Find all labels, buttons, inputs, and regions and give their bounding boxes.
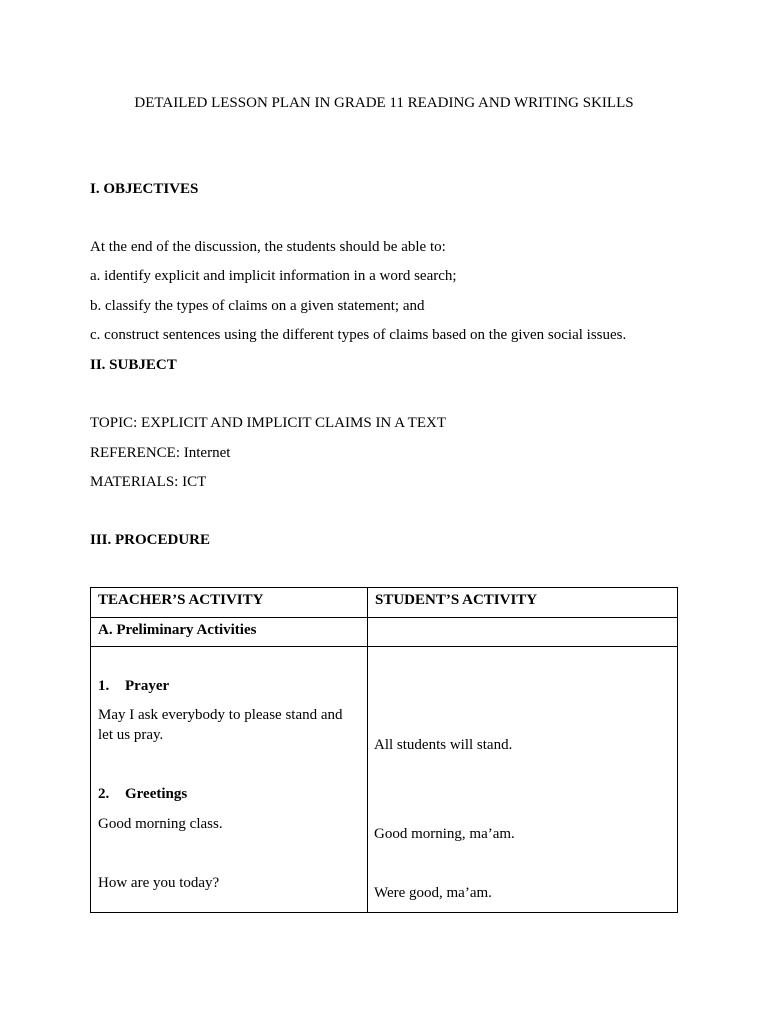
- procedure-heading: III. PROCEDURE: [90, 532, 211, 548]
- document-title: DETAILED LESSON PLAN IN GRADE 11 READING AND WRITING SKILLS: [134, 95, 634, 111]
- subject-reference: REFERENCE: Internet: [90, 445, 231, 461]
- greet-teacher-1: Good morning class.: [98, 816, 223, 832]
- table-row: [91, 618, 678, 647]
- prayer-student-text: All students will stand.: [374, 737, 513, 753]
- objectives-intro: At the end of the discussion, the students should be able to:: [90, 239, 446, 255]
- procedure-table: [90, 587, 678, 913]
- subject-heading: II. SUBJECT: [90, 357, 177, 373]
- subject-materials: MATERIALS: ICT: [90, 474, 207, 490]
- prayer-label: Prayer: [125, 678, 170, 694]
- subject-topic: TOPIC: EXPLICIT AND IMPLICIT CLAIMS IN A TEXT: [90, 415, 446, 431]
- greetings-number: 2.: [98, 786, 110, 802]
- greetings-heading: [98, 784, 187, 804]
- section-a-cell: [91, 618, 368, 647]
- student-activity-cell: [368, 647, 678, 913]
- greet-student-2: Were good, ma’am.: [374, 885, 492, 901]
- objective-item-b: b. classify the types of claims on a given statement; and: [90, 298, 425, 314]
- prayer-number: 1.: [98, 678, 110, 694]
- greetings-label: Greetings: [125, 786, 188, 802]
- teacher-activity-cell: [91, 647, 368, 913]
- section-a-student-cell: [368, 618, 678, 647]
- objective-item-c: c. construct sentences using the different types of claims based on the given social issues.: [90, 327, 627, 343]
- header-student: STUDENT’S ACTIVITY: [375, 592, 538, 608]
- objectives-heading: I. OBJECTIVES: [90, 181, 199, 197]
- objective-item-a: a. identify explicit and implicit information in a word search;: [90, 268, 457, 284]
- header-teacher: TEACHER’S ACTIVITY: [98, 592, 264, 608]
- greet-student-1: Good morning, ma’am.: [374, 826, 515, 842]
- greet-teacher-2: How are you today?: [98, 875, 220, 891]
- prayer-heading: [98, 676, 169, 696]
- table-row: [91, 647, 678, 913]
- header-student-cell: [368, 588, 678, 618]
- header-teacher-cell: [91, 588, 368, 618]
- table-header-row: [91, 588, 678, 618]
- prayer-teacher-text: May I ask everybody to please stand and let us pray.: [98, 707, 343, 743]
- section-a-label: A. Preliminary Activities: [98, 622, 257, 638]
